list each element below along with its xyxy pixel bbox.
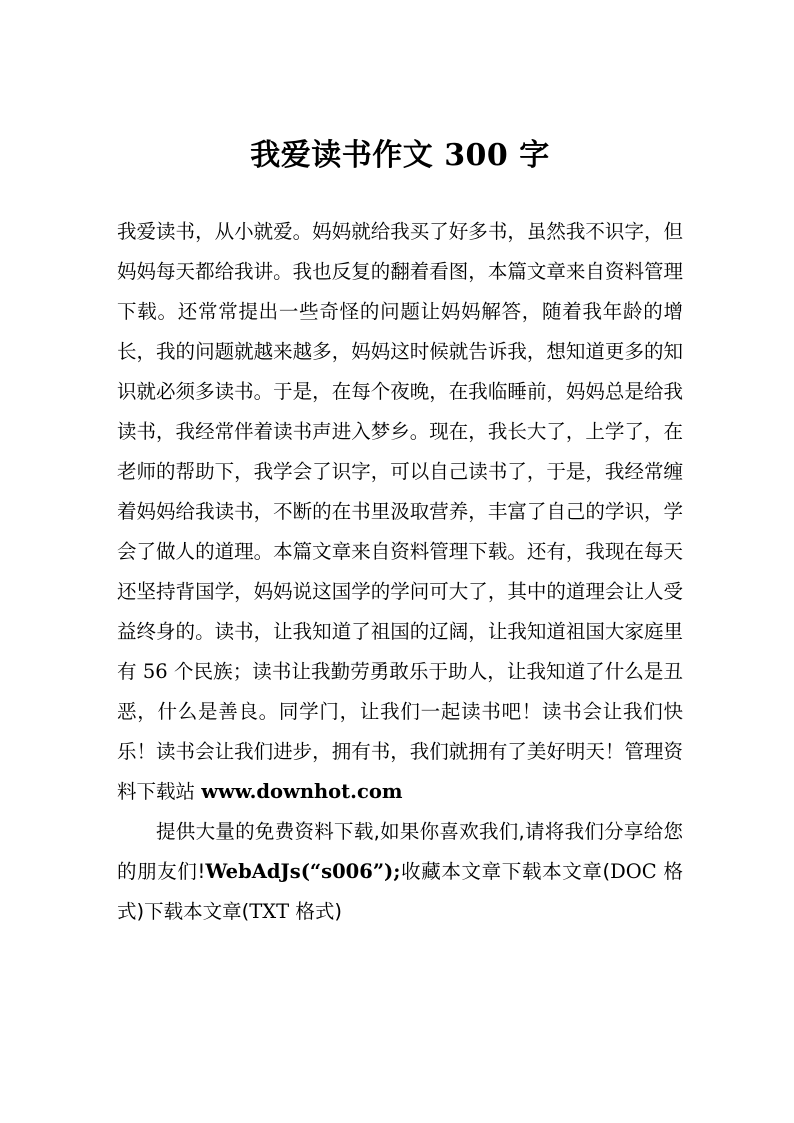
essay-body-part-1: 我爱读书，从小就爱。妈妈就给我买了好多书，虽然我不识字，但妈妈每天都给我讲。我也反复的翻着看图，本篇文章来自资料管理下载。还常常提出一些奇怪的问题让妈妈解答，随着我年龄的增长，我的问题就越来越多，妈妈这时候就告诉我，想知道更多的知识就必须多读书。于是，在每个夜晚，在我临睡前，妈妈总是给我读书，我经常伴着读书声进入梦乡。现在，我长大了，上学了，在老师的帮助下，我学会了识字，可以自己读书了，于是，我经常缠着妈妈给我读书，不断的在书里汲取营养，丰富了自己的学识，学会了做人的道理。本篇文章来自资料管理下载。还有，我现在每天还坚持背国学，妈妈说这国学的学问可大了，其中的道理会让人受益终身的。读书，让我知道了祖国的辽阔，让我知道祖国大家庭里有 bbox=[117, 220, 683, 683]
site-url-text: www.downhot.com bbox=[201, 780, 403, 803]
essay-body-part-2: 个民族；读书让我勤劳勇敢乐于助人，让我知道了什么是丑恶，什么是善良。同学门，让我们一起读书吧！读书会让我们快乐！读书会让我们进步，拥有书，我们就拥有了美好明天！管理资料下载站 bbox=[117, 660, 684, 803]
document-content bbox=[117, 0, 683, 932]
promo-part-3: 格式)下载本文章( bbox=[117, 860, 683, 923]
promo-paragraph bbox=[117, 812, 683, 932]
page-title bbox=[117, 0, 683, 171]
title-word-count: 300 bbox=[444, 138, 509, 173]
doc-format-label: DOC bbox=[610, 860, 657, 883]
ethnic-group-count: 56 bbox=[142, 660, 168, 683]
txt-format-label: TXT bbox=[249, 900, 290, 923]
webadjs-script-call: WebAdJs(“s006”); bbox=[205, 860, 401, 883]
promo-part-1: 提供大量的免费资料下载,如果你喜欢我们,请将我们分享给您的朋友们! bbox=[117, 820, 683, 883]
title-suffix-text: 字 bbox=[508, 138, 550, 173]
title-prefix-text: 我爱读书作文 bbox=[250, 138, 445, 173]
promo-part-2: 收藏本文章下载本文章( bbox=[400, 860, 611, 883]
promo-part-4: 格式) bbox=[289, 900, 342, 923]
essay-body-paragraph bbox=[117, 212, 683, 812]
